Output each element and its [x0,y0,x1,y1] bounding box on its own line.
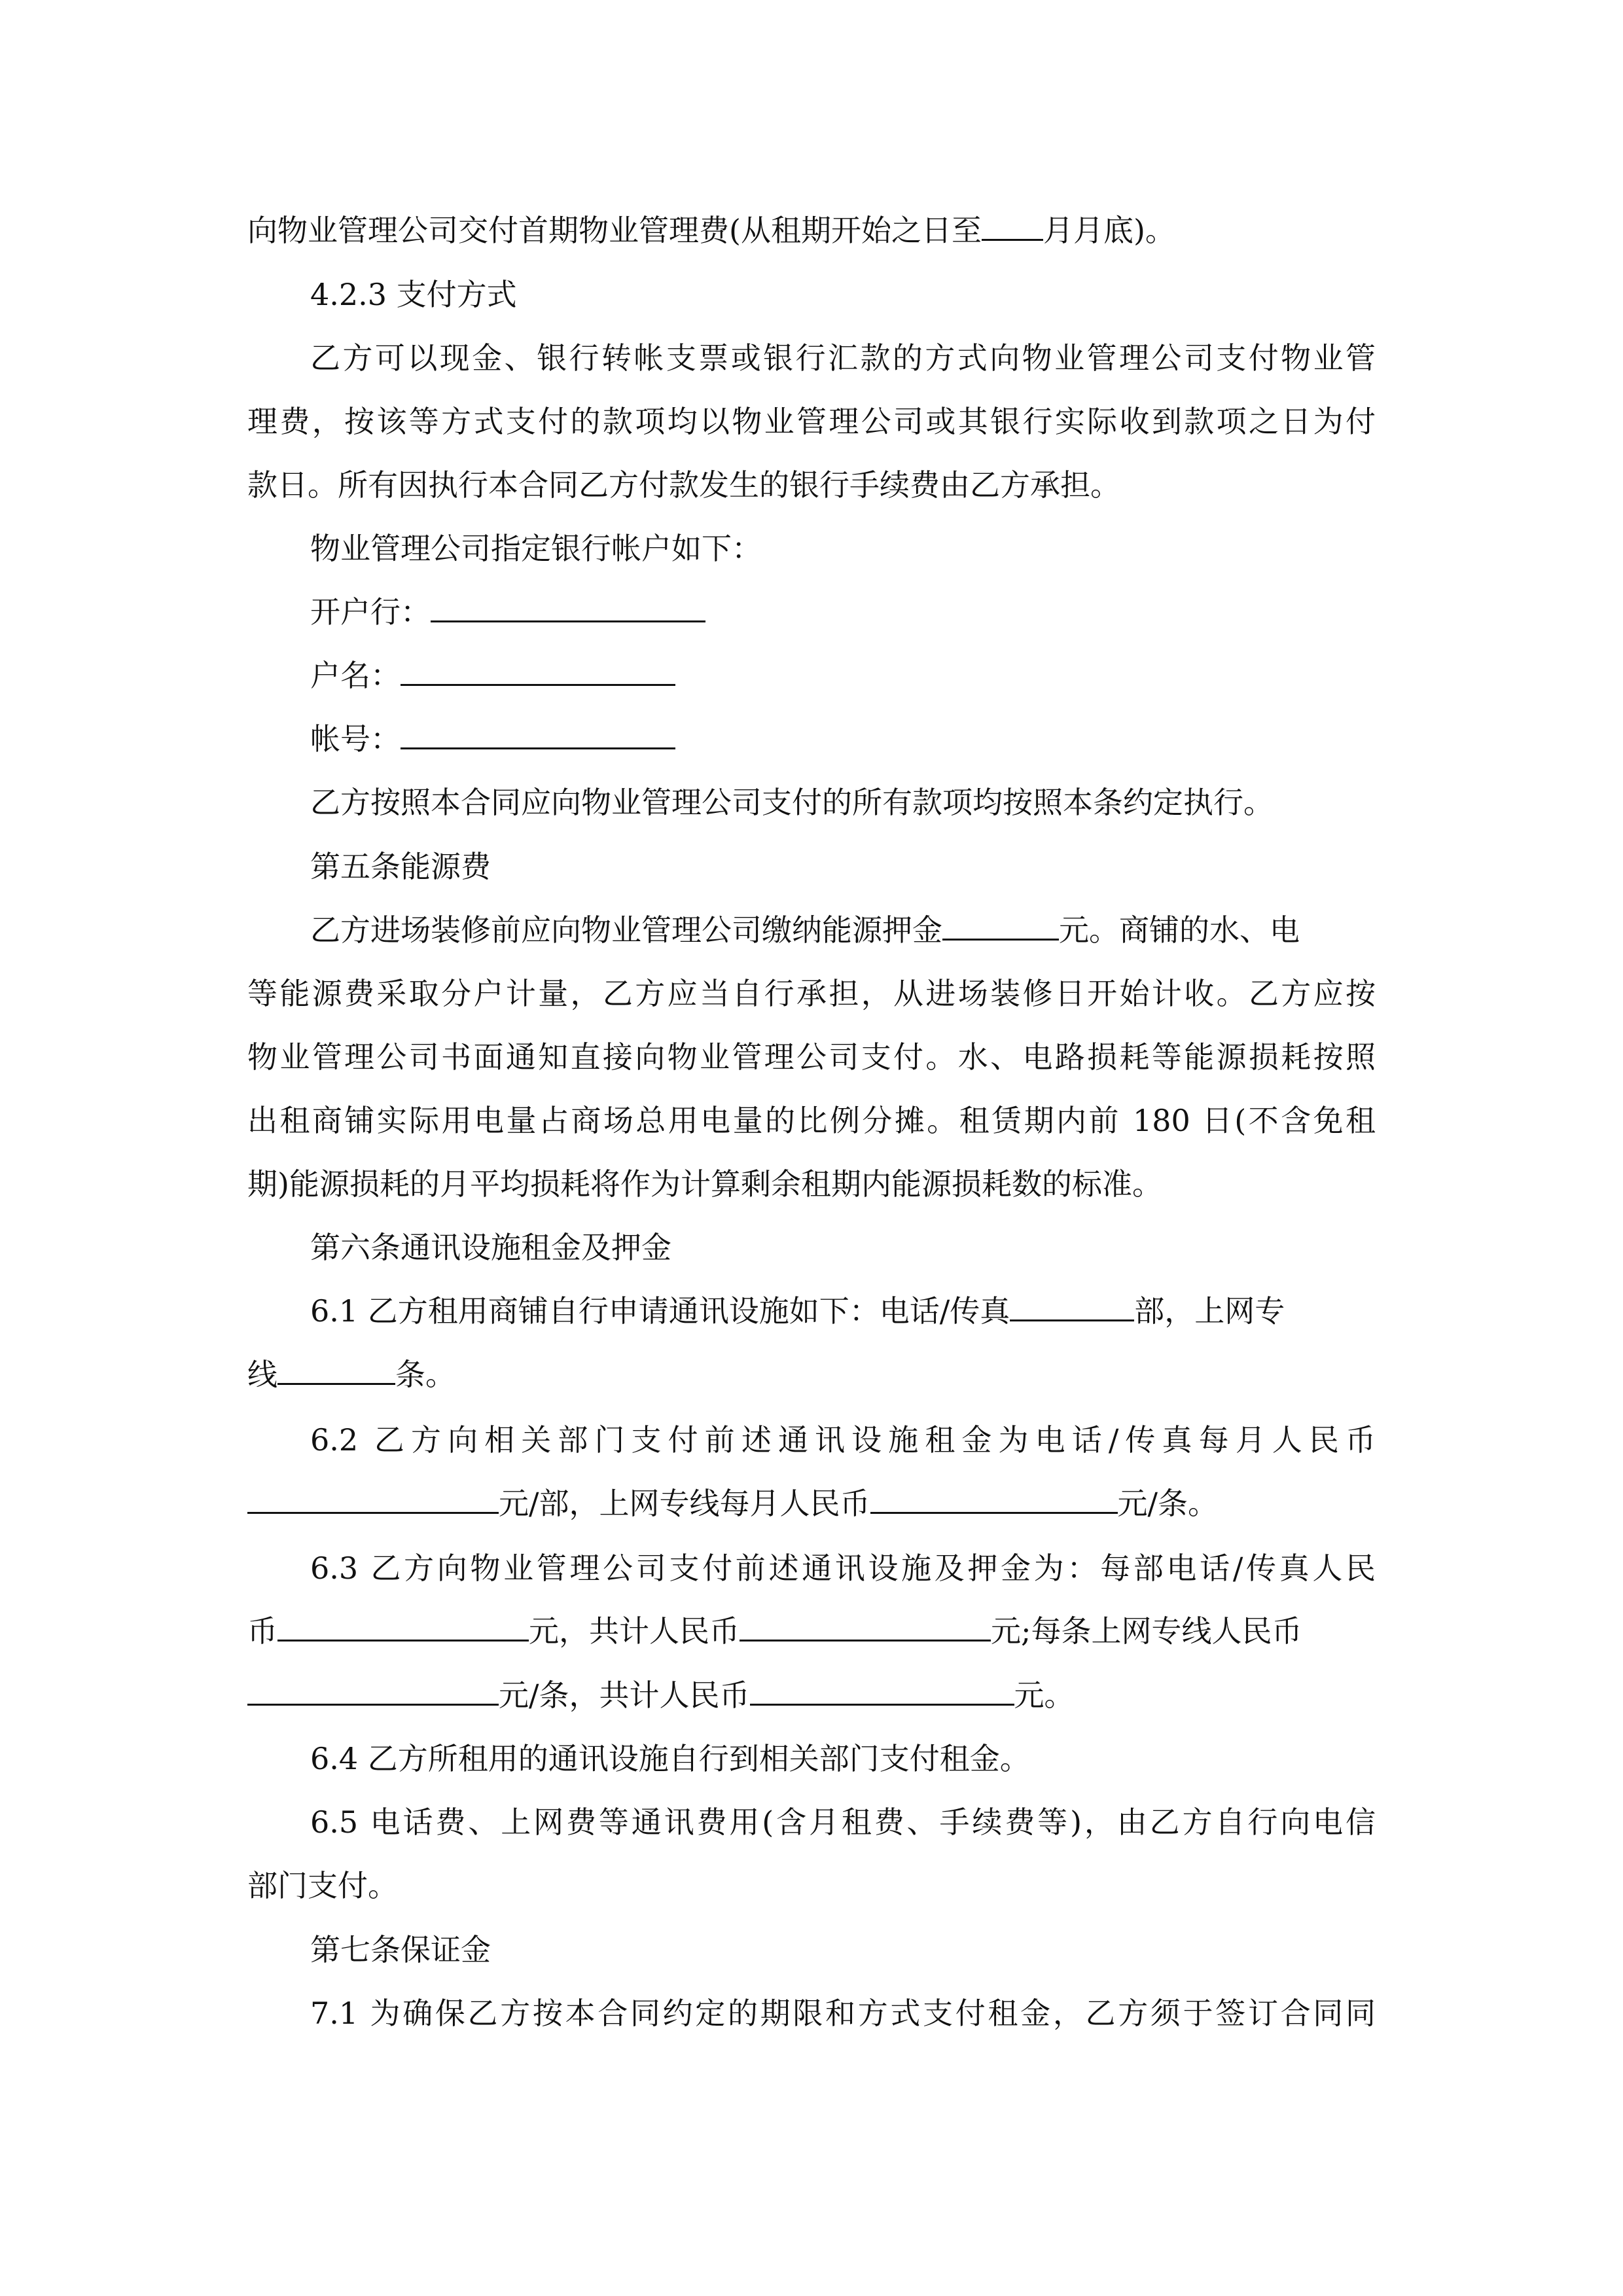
paragraph-line: 6.4 乙方所租用的通讯设施自行到相关部门支付租金。 [310,1741,1030,1776]
article-heading: 第七条保证金 [310,1932,491,1967]
paragraph-line: 等能源费采取分户计量，乙方应当自行承担，从进场装修日开始计收。乙方应按 [247,976,1376,1011]
account-name-field: 户名： [310,656,1376,695]
account-number-field: 帐号： [310,719,1376,759]
fill-blank [740,1639,991,1641]
paragraph-line: 出租商铺实际用电量占商场总用电量的比例分摊。租赁期内前 180 日(不含免租 [247,1103,1376,1138]
paragraph-line: 7.1 为确保乙方按本合同约定的期限和方式支付租金，乙方须于签订合同同 [310,1996,1376,2031]
fill-blank [942,938,1059,941]
article-heading: 第五条能源费 [310,849,491,884]
fill-blank [401,683,675,686]
paragraph-line: 元/部，上网专线每月人民币 元/条。 [247,1484,1376,1523]
fill-blank [982,238,1043,241]
bank-field: 开户行： [310,592,1376,632]
paragraph-line: 理费，按该等方式支付的款项均以物业管理公司或其银行实际收到款项之日为付 [247,404,1376,439]
paragraph-line: 乙方可以现金、银行转帐支票或银行汇款的方式向物业管理公司支付物业管 [310,340,1376,376]
paragraph-line: 向物业管理公司交付首期物业管理费(从租期开始之日至 月月底)。 [247,213,1175,248]
paragraph-line: 6.5 电话费、上网费等通讯费用(含月租费、手续费等)，由乙方自行向电信 [310,1804,1376,1840]
paragraph-line: 乙方按照本合同应向物业管理公司支付的所有款项均按照本条约定执行。 [310,785,1274,820]
paragraph-line: 币 元，共计人民币 元;每条上网专线人民币 [247,1613,1302,1649]
paragraph-line: 物业管理公司指定银行帐户如下： [310,531,762,566]
paragraph-line: 6.1 乙方租用商铺自行申请通讯设施如下：电话/传真 部，上网专 [310,1293,1285,1329]
fill-blank [1010,1319,1134,1321]
fill-blank [247,1511,499,1514]
clause-heading: 4.2.3 支付方式 [310,277,517,312]
paragraph-line: 物业管理公司书面通知直接向物业管理公司支付。水、电路损耗等能源损耗按照 [247,1039,1376,1075]
paragraph-line: 乙方进场装修前应向物业管理公司缴纳能源押金 元。商铺的水、电 [310,912,1300,948]
paragraph-line: 款日。所有因执行本合同乙方付款发生的银行手续费由乙方承担。 [247,467,1120,503]
paragraph-line: 6.3 乙方向物业管理公司支付前述通讯设施及押金为：每部电话/传真人民 [310,1551,1376,1586]
fill-blank [870,1511,1118,1514]
paragraph-line: 线 条。 [247,1357,455,1392]
fill-blank [431,620,705,622]
fill-blank [247,1703,499,1706]
paragraph-line: 期)能源损耗的月平均损耗将作为计算剩余租期内能源损耗数的标准。 [247,1166,1162,1202]
paragraph-line: 6.2 乙方向相关部门支付前述通讯设施租金为电话/传真每月人民币 [310,1422,1376,1458]
fill-blank [401,747,675,749]
fill-blank [277,1639,529,1641]
paragraph-line: 元/条，共计人民币 元。 [247,1676,1376,1715]
fill-blank [750,1703,1014,1706]
fill-blank [277,1382,395,1385]
article-heading: 第六条通讯设施租金及押金 [310,1230,671,1265]
paragraph-line: 部门支付。 [247,1868,398,1903]
